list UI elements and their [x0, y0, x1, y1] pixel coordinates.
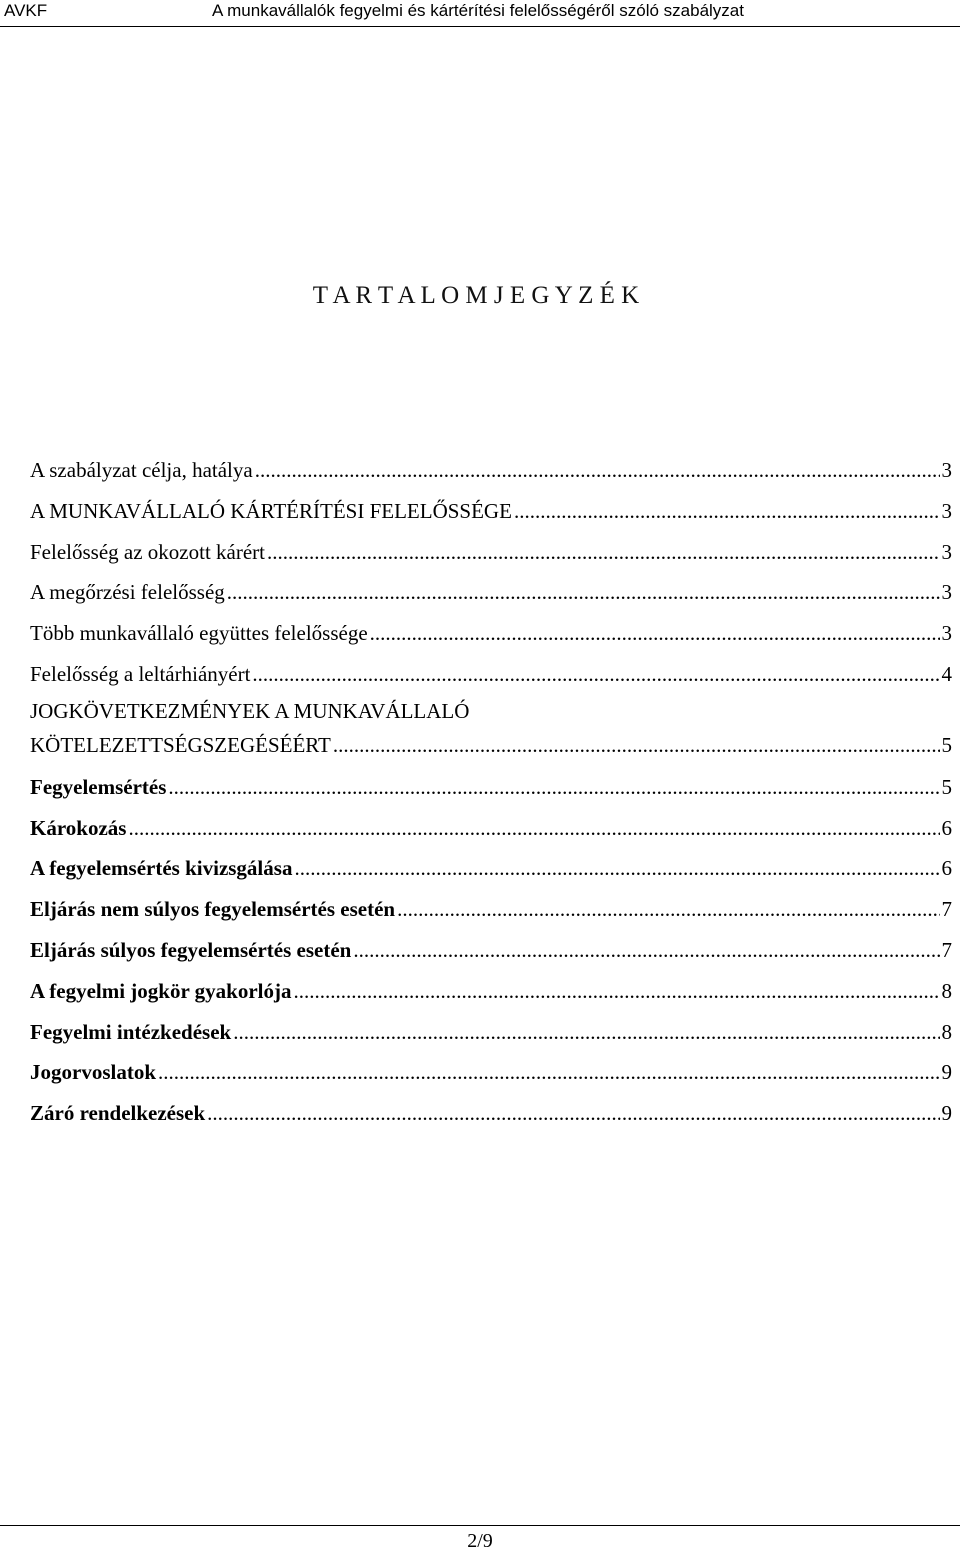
- toc-entry-label: Felelősség a leltárhiányért: [30, 661, 251, 686]
- page-header: [0, 0, 960, 27]
- toc-entry-label: Fegyelmi intézkedések: [30, 1019, 232, 1044]
- toc-entry[interactable]: [30, 971, 952, 1012]
- toc-leader-dots: [158, 1052, 940, 1093]
- toc-entry-page: 3: [941, 539, 952, 564]
- toc-leader-dots: [397, 889, 939, 930]
- toc-entry[interactable]: [30, 930, 952, 971]
- toc-entry-label: Záró rendelkezések: [30, 1101, 206, 1126]
- toc-leader-dots: [514, 491, 940, 532]
- toc-entry[interactable]: [30, 532, 952, 573]
- toc-entry-page: 3: [941, 498, 952, 523]
- toc-entry[interactable]: [30, 450, 952, 491]
- header-org: AVKF: [4, 1, 48, 20]
- toc-entry-page: 5: [941, 774, 952, 799]
- toc-entry-page: 7: [941, 897, 952, 922]
- toc-entry-page: 8: [941, 978, 952, 1003]
- toc-entry[interactable]: [30, 889, 952, 930]
- toc-leader-dots: [294, 971, 940, 1012]
- toc-entry-page: 9: [941, 1060, 952, 1085]
- toc-entry-label: Fegyelemsértés: [30, 774, 167, 799]
- toc-entry[interactable]: [30, 1052, 952, 1093]
- toc-entry[interactable]: [30, 808, 952, 849]
- toc-entry-label: Eljárás súlyos fegyelemsértés esetén: [30, 937, 352, 962]
- toc-entry-label: A fegyelemsértés kivizsgálása: [30, 856, 293, 881]
- toc-entry-page: 8: [941, 1019, 952, 1044]
- toc-entry[interactable]: [30, 654, 952, 695]
- toc-entry-page: 6: [941, 815, 952, 840]
- toc-leader-dots: [294, 848, 939, 889]
- toc-entry-label: Felelősség az okozott kárért: [30, 539, 265, 564]
- toc-leader-dots: [207, 1093, 939, 1134]
- toc-entry-label-line1: JOGKÖVETKEZMÉNYEK A MUNKAVÁLLALÓ: [30, 698, 470, 723]
- toc-entry[interactable]: [30, 767, 952, 808]
- toc-entry[interactable]: [30, 1093, 952, 1134]
- toc-entry-page: 3: [941, 458, 952, 482]
- toc-leader-dots: [168, 767, 939, 808]
- toc-entry-page: 6: [941, 856, 952, 881]
- toc-leader-dots: [370, 613, 940, 654]
- toc-entry-label: A megőrzési felelősség: [30, 580, 225, 605]
- toc-leader-dots: [333, 727, 940, 763]
- toc-leader-dots: [267, 532, 940, 573]
- toc-leader-dots: [227, 572, 940, 613]
- toc-entry[interactable]: [30, 848, 952, 889]
- toc-leader-dots: [252, 654, 939, 695]
- table-of-contents: [30, 450, 952, 1134]
- toc-entry-label: A fegyelmi jogkör gyakorlója: [30, 978, 292, 1003]
- toc-entry-label: Károkozás: [30, 815, 127, 840]
- toc-entry-page: 4: [941, 661, 952, 686]
- toc-entry-label: Eljárás nem súlyos fegyelemsértés esetén: [30, 897, 396, 922]
- toc-entry-page: 7: [941, 937, 952, 962]
- toc-leader-dots: [255, 450, 940, 491]
- toc-entry[interactable]: [30, 613, 952, 654]
- footer-divider: [0, 1525, 960, 1526]
- toc-entry-page: 5: [941, 732, 952, 757]
- toc-entry-page: 3: [941, 580, 952, 605]
- toc-leader-dots: [128, 808, 939, 849]
- toc-entry-second-line: [30, 727, 952, 767]
- toc-leader-dots: [233, 1012, 939, 1053]
- toc-entry-label: Jogorvoslatok: [30, 1060, 156, 1085]
- toc-entry-page: 9: [941, 1101, 952, 1126]
- toc-entry[interactable]: [30, 695, 952, 767]
- toc-entry[interactable]: [30, 1012, 952, 1053]
- toc-leader-dots: [353, 930, 939, 971]
- header-title: A munkavállalók fegyelmi és kártérítési felelősségéről szóló szabályzat: [212, 1, 744, 20]
- toc-entry-label-line2: KÖTELEZETTSÉGSZEGÉSÉÉRT: [30, 732, 331, 757]
- toc-entry[interactable]: [30, 491, 952, 532]
- toc-entry-page: 3: [941, 621, 952, 646]
- toc-entry[interactable]: [30, 572, 952, 613]
- toc-entry-label: Több munkavállaló együttes felelőssége: [30, 621, 368, 646]
- toc-entry-label: A szabályzat célja, hatálya: [30, 458, 253, 482]
- toc-title: T A R T A L O M J E G Y Z É K: [312, 282, 640, 309]
- page-number: 2/9: [467, 1530, 493, 1552]
- toc-entry-label: A MUNKAVÁLLALÓ KÁRTÉRÍTÉSI FELELŐSSÉGE: [30, 498, 512, 523]
